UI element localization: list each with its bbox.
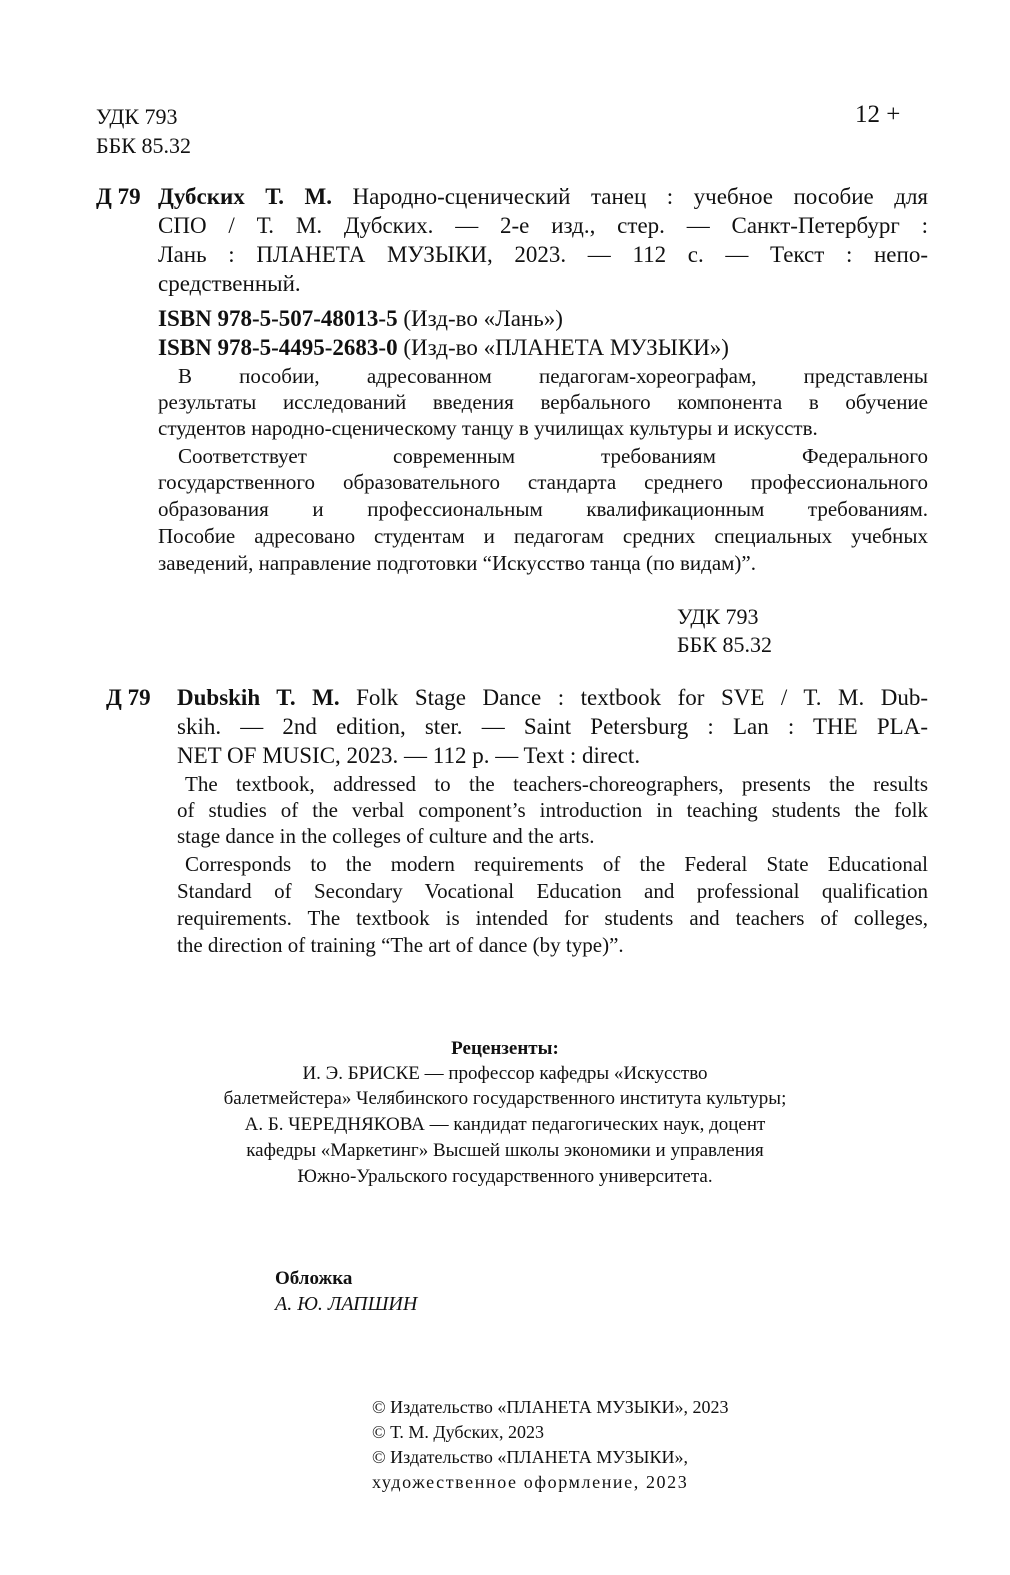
age-rating: 12 + — [855, 101, 901, 128]
en-record-code — [106, 683, 151, 712]
reviewer-line: А. Б. ЧЕРЕДНЯКОВА — кандидат педагогических наук, доцент — [244, 1114, 766, 1135]
isbn-1-publisher: (Изд-во «Лань») — [403, 306, 563, 331]
isbn-2-number: ISBN 978-5-4495-2683-0 — [158, 335, 398, 360]
reviewer-line: Южно-Уральского государственного университета. — [297, 1166, 713, 1187]
en-annotation-line: requirements. The textbook is intended for students and teachers of colleges, — [177, 906, 928, 930]
ru-annotation-line: В пособии, адресованном педагогам-хореографам, представлены — [178, 364, 928, 388]
udk-code-secondary: УДК 793 — [677, 604, 759, 629]
cover-heading-text: Обложка — [275, 1268, 353, 1289]
en-annotation-line: Corresponds to the modern requirements of the Federal State Educational — [185, 852, 928, 876]
ru-record-author: Дубских Т. М. — [158, 184, 332, 209]
udk-code: УДК 793 — [96, 104, 178, 129]
isbn-1-number: ISBN 978-5-507-48013-5 — [158, 306, 398, 331]
ru-annotation-line: государственного образовательного стандарта среднего профессионального — [158, 470, 928, 494]
ru-annotation-line: Соответствует современным требованиям Федерального — [178, 444, 928, 468]
en-record-title: Folk Stage Dance : textbook for SVE / T. M. Dub- — [356, 685, 929, 710]
en-annotation-line: of studies of the verbal component’s introduction in teaching students the folk — [177, 798, 928, 822]
ru-record-line-3: Лань : ПЛАНЕТА МУЗЫКИ, 2023. — 112 с. — Текст : непо- — [158, 242, 928, 267]
bbk-code: ББК 85.32 — [96, 133, 191, 158]
cover-heading — [275, 1266, 352, 1291]
ru-annotation-line: заведений, направление подготовки “Искусство танца (по видам)”. — [158, 551, 756, 575]
copyright-line: художественное оформление, 2023 — [372, 1472, 689, 1492]
reviewers-heading-text: Рецензенты: — [451, 1038, 559, 1059]
ru-annotation-line: образования и профессиональным квалификационным требованиям. — [158, 497, 928, 521]
copyright-line: © Издательство «ПЛАНЕТА МУЗЫКИ», 2023 — [372, 1397, 729, 1417]
ru-record-code — [96, 182, 141, 211]
bbk-code-secondary: ББК 85.32 — [677, 632, 772, 657]
en-record-line-3: NET OF MUSIC, 2023. — 112 p. — Text : direct. — [177, 743, 641, 768]
reviewer-line: кафедры «Маркетинг» Высшей школы экономики и управления — [246, 1140, 764, 1161]
cover-designer-name: А. Ю. ЛАПШИН — [275, 1293, 418, 1315]
copyright-line: © Т. М. Дубских, 2023 — [372, 1422, 544, 1442]
en-annotation-line: stage dance in the colleges of culture and the arts. — [177, 824, 595, 848]
en-record-code-text: Д 79 — [106, 685, 151, 710]
en-record-line-2: skih. — 2nd edition, ster. — Saint Petersburg : Lan : THE PLA- — [177, 714, 928, 739]
cover-designer — [275, 1292, 417, 1317]
en-annotation-line: Standard of Secondary Vocational Education and professional qualification — [177, 879, 928, 903]
ru-record-line-2: СПО / Т. М. Дубских. — 2-е изд., стер. — Санкт-Петербург : — [158, 213, 928, 238]
ru-annotation-line: результаты исследований введения вербального компонента в обучение — [158, 390, 928, 414]
reviewer-line: балетмейстера» Челябинского государственного института культуры; — [223, 1088, 787, 1109]
en-annotation-line: the direction of training “The art of dance (by type)”. — [177, 933, 624, 957]
isbn-2-publisher: (Изд-во «ПЛАНЕТА МУЗЫКИ») — [403, 335, 729, 360]
copyright-line: © Издательство «ПЛАНЕТА МУЗЫКИ», — [372, 1447, 688, 1467]
ru-record-title: Народно-сценический танец : учебное пособие для — [352, 184, 929, 209]
reviewer-line: И. Э. БРИСКЕ — профессор кафедры «Искусство — [302, 1063, 708, 1084]
en-record-author: Dubskih T. M. — [177, 685, 340, 710]
ru-record-line-1 — [158, 182, 928, 211]
isbn-2 — [158, 333, 729, 362]
ru-annotation-line: Пособие адресовано студентам и педагогам средних специальных учебных — [158, 524, 928, 548]
ru-annotation-line: студентов народно-сценическому танцу в училищах культуры и искусств. — [158, 416, 818, 440]
isbn-1 — [158, 304, 563, 333]
reviewers-heading — [0, 1036, 1010, 1061]
ru-record-code-text: Д 79 — [96, 184, 141, 209]
ru-record-line-4: средственный. — [158, 271, 301, 296]
en-record-line-1 — [177, 683, 928, 712]
en-annotation-line: The textbook, addressed to the teachers-choreographers, presents the results — [185, 772, 928, 796]
